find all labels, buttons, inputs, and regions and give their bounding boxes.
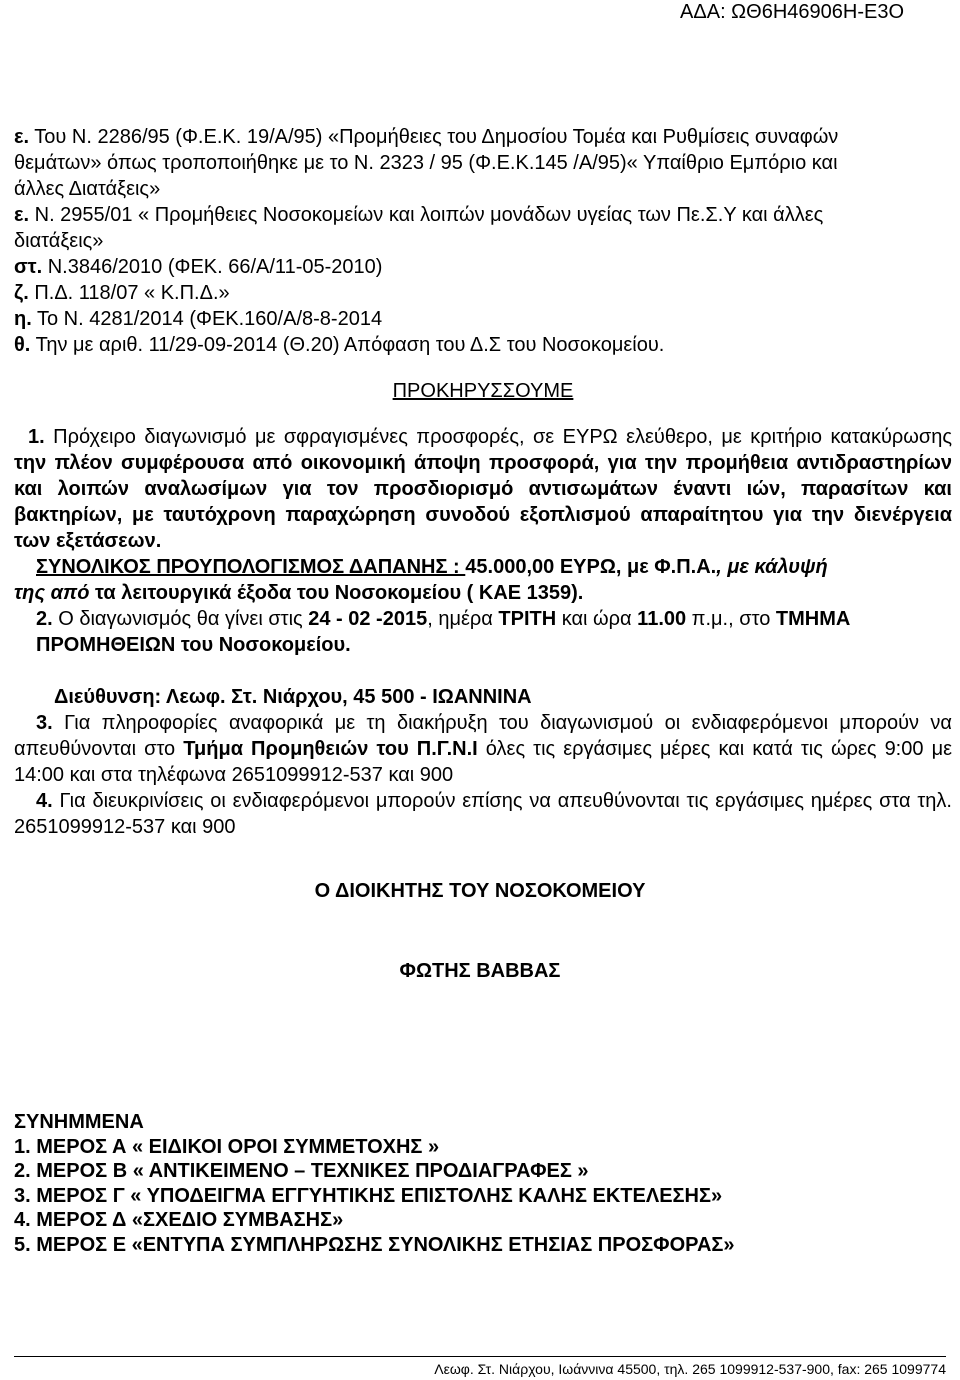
paragraph-number: 4. — [36, 790, 53, 812]
contact-department: Τμήμα Προμηθειών του Π.Γ.Ν.Ι — [183, 738, 478, 760]
legal-ref-text: Ν. 2955/01 « Προμήθειες Νοσοκομείων και λοιπών μονάδων υγείας των Πε.Σ.Υ και άλλες — [29, 204, 824, 226]
footer-address: Λεωφ. Στ. Νιάρχου, Ιωάννινα 45500, τηλ. 265 1099912-537-900, fax: 265 1099774 — [434, 1361, 946, 1377]
legal-ref-text: Π.Δ. 118/07 « Κ.Π.Δ.» — [28, 282, 230, 304]
paragraph-3-text: Για πληροφορίες αναφορικά με τη διακήρυξη του διαγωνισμού οι ενδιαφερόμενοι μπορούν να απευθύνονται στο — [14, 712, 952, 760]
legal-ref-mark: στ. — [14, 256, 43, 278]
legal-ref-h — [14, 306, 952, 332]
tender-address: Διεύθυνση: Λεωφ. Στ. Νιάρχου, 45 500 - ΙΩΑΝΝΙΝΑ — [54, 686, 532, 708]
budget-source: τα λειτουργικά έξοδα του Νοσοκομείου ( ΚΑΕ 1359). — [95, 582, 584, 604]
legal-ref-mark: θ. — [14, 334, 31, 356]
paragraph-1-text: Πρόχειρο διαγωνισμό με σφραγισμένες προσφορές, σε ΕΥΡΩ ελεύθερο, με κριτήριο κατακύρωσης — [44, 426, 952, 448]
budget-from: της από — [14, 582, 96, 604]
tender-day: ΤΡΙΤΗ — [498, 608, 557, 630]
paragraph-number: 1. — [28, 426, 45, 448]
attachment-item: 4. ΜΕΡΟΣ Δ «ΣΧΕΔΙΟ ΣΥΜΒΑΣΗΣ» — [14, 1209, 344, 1231]
footer-divider — [14, 1356, 946, 1357]
paragraph-1-subject: την πλέον συμφέρουσα από οικονομική άποψη προσφορά, για την προμήθεια αντιδραστηρίων και λοιπών αναλωσίμων για τον προσδιορισμό αντισωμάτων έναντι ιών, παρασίτων και βακτηρίων, με ταυτόχρονη παραχώρηση συνοδού εξοπλισμού απαραίτητου για την διενέργεια των εξετάσεων. — [14, 452, 952, 552]
tender-time: 11.00 — [637, 608, 687, 630]
paragraph-4 — [14, 788, 952, 840]
legal-ref-mark: ε. — [14, 126, 30, 148]
legal-ref-text: Το Ν. 4281/2014 (ΦΕΚ.160/Α/8-8-2014 — [31, 308, 383, 330]
signatory-role: Ο ΔΙΟΙΚΗΤΗΣ ΤΟΥ ΝΟΣΟΚΟΜΕΙΟΥ — [314, 880, 646, 902]
legal-ref-mark: η. — [14, 308, 32, 330]
document-title: ΠΡΟΚΗΡΥΣΣΟΥΜΕ — [392, 380, 574, 402]
paragraph-4-text: Για διευκρινίσεις οι ενδιαφερόμενοι μπορούν επίσης να απευθύνονται τις εργάσιμες ημέρες στα τηλ. 2651099912-537 και 900 — [14, 790, 952, 838]
signatory-name: ΦΩΤΗΣ ΒΑΒΒΑΣ — [399, 960, 561, 982]
paragraph-2 — [14, 606, 952, 658]
paragraph-2-text: Ο διαγωνισμός θα γίνει στις — [52, 608, 309, 630]
paragraph-number: 3. — [36, 712, 53, 734]
budget-line-2 — [14, 580, 952, 606]
legal-ref-e1-line3: άλλες Διατάξεις» — [14, 178, 161, 200]
tender-department: ΤΜΗΜΑ ΠΡΟΜΗΘΕΙΩΝ του Νοσοκομείου. — [36, 608, 851, 656]
legal-ref-text: Ν.3846/2010 (ΦΕΚ. 66/Α/11-05-2010) — [42, 256, 383, 278]
legal-ref-z — [14, 280, 952, 306]
paragraph-2-text: π.μ., στο — [686, 608, 776, 630]
paragraph-2-text: , ημέρα — [427, 608, 499, 630]
attachment-item: 1. ΜΕΡΟΣ Α « ΕΙΔΙΚΟΙ ΟΡΟΙ ΣΥΜΜΕΤΟΧΗΣ » — [14, 1135, 440, 1158]
legal-references — [14, 124, 952, 358]
paragraph-3-text: όλες τις εργάσιμες μέρες και κατά τις ώρες 9:00 με 14:00 και στα τηλέφωνα 2651099912-537 και 900 — [14, 738, 953, 786]
document-body — [14, 124, 952, 840]
legal-ref-text: Του Ν. 2286/95 (Φ.Ε.Κ. 19/Α/95) «Προμήθειες του Δημοσίου Τομέα και Ρυθμίσεις συναφών — [29, 126, 839, 148]
paragraph-3 — [14, 710, 952, 788]
attachments-heading: ΣΥΝΗΜΜΕΝΑ — [14, 1111, 144, 1133]
paragraph-2-text: και ώρα — [556, 608, 638, 630]
budget-coverage: , με κάλυψή — [716, 556, 828, 578]
paragraph-1 — [14, 424, 952, 554]
budget-amount: 45.000,00 ΕΥΡΩ, με Φ.Π.Α. — [465, 556, 717, 578]
attachment-item: 3. ΜΕΡΟΣ Γ « ΥΠΟΔΕΙΓΜΑ ΕΓΓΥΗΤΙΚΗΣ ΕΠΙΣΤΟΛΗΣ ΚΑΛΗΣ ΕΚΤΕΛΕΣΗΣ» — [14, 1184, 723, 1207]
legal-ref-text: Την με αριθ. 11/29-09-2014 (Θ.20) Απόφαση του Δ.Σ του Νοσοκομείου. — [30, 334, 665, 356]
ada-code: ΑΔΑ: ΩΘ6Η46906Η-Ε3Ο — [680, 1, 904, 23]
tender-date: 24 - 02 -2015 — [308, 608, 428, 630]
legal-ref-e2-line2: διατάξεις» — [14, 230, 104, 252]
legal-ref-mark: ε. — [14, 204, 30, 226]
attachments — [14, 1110, 735, 1257]
legal-ref-e1-line2: θεμάτων» όπως τροποποιήθηκε με το Ν. 2323 / 95 (Φ.Ε.Κ.145 /Α/95)« Υπαίθριο Εμπόριο και — [14, 152, 838, 174]
budget-line — [14, 554, 952, 580]
legal-ref-th — [14, 332, 952, 358]
legal-ref-e2-line1 — [14, 202, 952, 228]
legal-ref-mark: ζ. — [14, 282, 29, 304]
legal-ref-st — [14, 254, 952, 280]
attachment-item: 5. ΜΕΡΟΣ Ε «ΕΝΤΥΠΑ ΣΥΜΠΛΗΡΩΣΗΣ ΣΥΝΟΛΙΚΗΣ ΕΤΗΣΙΑΣ ΠΡΟΣΦΟΡΑΣ» — [14, 1233, 735, 1256]
paragraph-number: 2. — [36, 608, 53, 630]
attachment-item: 2. ΜΕΡΟΣ Β « ΑΝΤΙΚΕΙΜΕΝΟ – ΤΕΧΝΙΚΕΣ ΠΡΟΔΙΑΓΡΑΦΕΣ » — [14, 1160, 589, 1182]
budget-label: ΣΥΝΟΛΙΚΟΣ ΠΡΟΥΠΟΛΟΓΙΣΜΟΣ ΔΑΠΑΝΗΣ : — [36, 556, 466, 578]
legal-ref-e1-line1 — [14, 124, 952, 150]
